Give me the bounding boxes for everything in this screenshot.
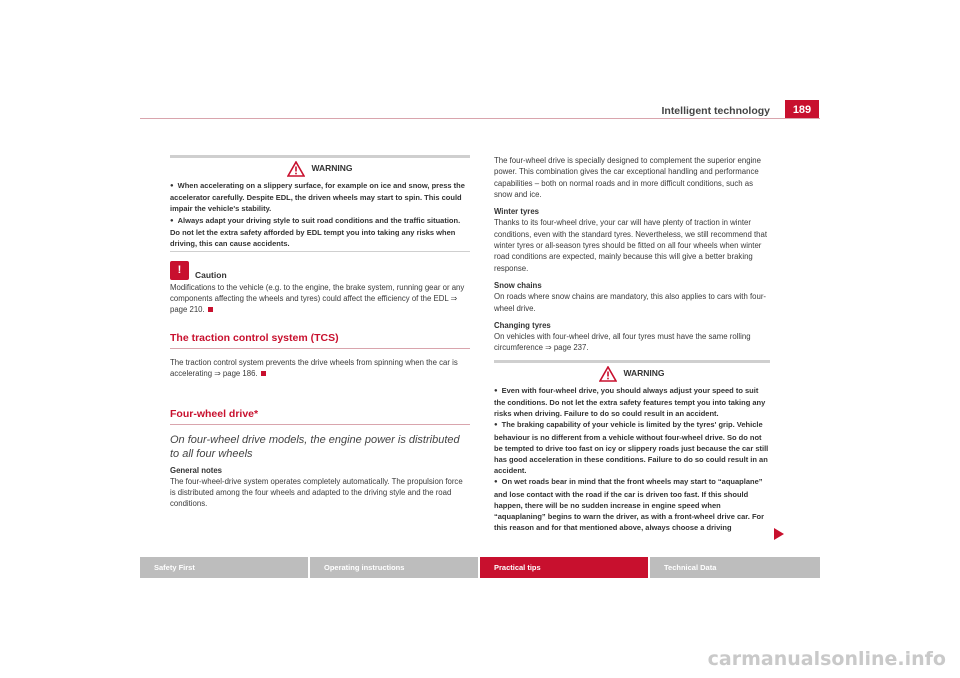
warning-item: ● Even with four-wheel drive, you should always adjust your speed to suit the conditions. Do not let the extra safety features tempt you into taking any risks when driving. Failure to do so could result in an accident. [494, 385, 770, 420]
end-of-section-icon [208, 307, 213, 312]
tab-operating-instructions[interactable]: Operating instructions [310, 557, 478, 578]
left-column [170, 155, 470, 516]
warning-box-fwd [494, 360, 770, 536]
warning-item: ● The braking capability of your vehicle is limited by the tyres' grip. Vehicle behaviour is no different from a vehicle without four-wheel drive. So do not be tempted to drive too fast on icy or slippery roads just because the car still has good acceleration in these conditions. Failure to do so could result in an accident. [494, 419, 770, 476]
warning-title: WARNING [623, 368, 665, 379]
general-notes-heading: General notes [170, 465, 222, 475]
snow-chains-text: On roads where snow chains are mandatory, this also applies to cars with four-wheel drive. [494, 292, 767, 313]
tab-practical-tips[interactable]: Practical tips [480, 557, 648, 578]
right-column [494, 155, 770, 535]
caution-exclamation-icon: ! [170, 261, 189, 280]
header-divider [140, 118, 820, 119]
tab-safety-first[interactable]: Safety First [140, 557, 308, 578]
winter-tyres-heading: Winter tyres [494, 207, 539, 217]
next-page-arrow-icon[interactable] [774, 528, 784, 540]
warning-item: ● On wet roads bear in mind that the front wheels may start to “aquaplane” and lose contact with the road if the car is driven too fast. If this should happen, there will be no sudden increase in engine speed when “aquaplaning” begins to warn the driver, as with a front-wheel drive car. For this reason and for that mentioned above, always choose a driving [494, 476, 770, 533]
caution-title: Caution [195, 270, 227, 281]
warning-item: ● Always adapt your driving style to suit road conditions and the traffic situation. Do not let the extra safety afforded by EDL tempt you into taking any risks when driving, this can cause accidents. [170, 215, 470, 250]
changing-tyres-text: On vehicles with four-wheel drive, all four tyres must have the same rolling circumference ⇒ page 237. [494, 332, 751, 353]
tcs-text: The traction control system prevents the drive wheels from spinning when the car is accelerating ⇒ page 186. [170, 357, 458, 378]
general-notes-text: The four-wheel-drive system operates completely automatically. The propulsion force is distributed among the four wheels and adapted to the driving style and the road conditions. [170, 476, 463, 509]
page-number: 189 [785, 100, 819, 119]
warning-heading [170, 158, 470, 180]
warning-box-edl [170, 155, 470, 252]
caution-text: Modifications to the vehicle (e.g. to the engine, the brake system, running gear or any components affecting the wheels and tyres) could affect the efficiency of the EDL ⇒ page 210. [170, 282, 465, 315]
watermark: carmanualsonline.info [707, 648, 946, 670]
section-title-tcs: The traction control system (TCS) [170, 333, 470, 348]
changing-tyres-heading: Changing tyres [494, 320, 551, 330]
page-header-title: Intelligent technology [661, 105, 770, 117]
warning-item: ● When accelerating on a slippery surface, for example on ice and snow, press the accelerator carefully. Despite EDL, the driven wheels may start to spin. This could impair the vehicle's stability. [170, 180, 470, 215]
warning-triangle-icon [287, 161, 305, 177]
fwd-intro-text: The four-wheel drive is specially designed to complement the superior engine power. This combination gives the car exceptional handling and performance capabilities – both on normal roads and in more difficult conditions, such as snow and ice. [494, 156, 761, 199]
warning-title: WARNING [311, 163, 353, 174]
winter-tyres-text: Thanks to its four-wheel drive, your car will have plenty of traction in winter conditions, even with the standard tyres. Nevertheless, we still recommend that winter tyres or all-season tyres should be fitted on all four wheels when winter road conditions are expected, mainly because this will give a better braking response. [494, 218, 768, 273]
fwd-subtitle: On four-wheel drive models, the engine power is distributed to all four wheels [170, 433, 460, 460]
section-title-fwd: Four-wheel drive* [170, 409, 470, 424]
warning-triangle-icon [599, 366, 617, 382]
end-of-section-icon [261, 371, 266, 376]
caution-heading [170, 260, 470, 281]
tab-technical-data[interactable]: Technical Data [650, 557, 820, 578]
warning-heading [494, 363, 770, 385]
snow-chains-heading: Snow chains [494, 280, 542, 290]
